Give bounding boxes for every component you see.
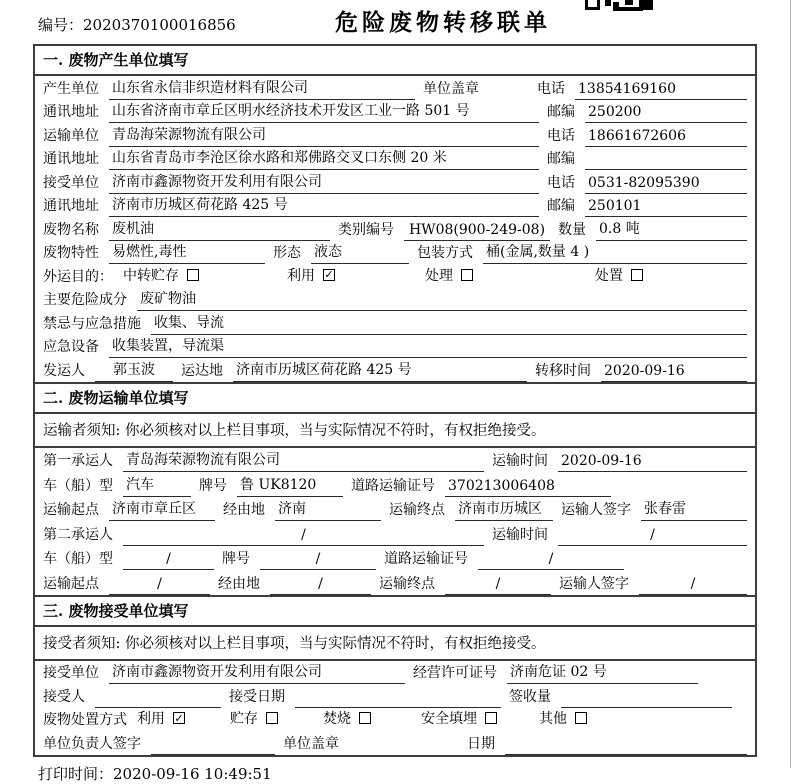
serial-label: 编号： <box>38 16 84 34</box>
field-value: 0531-82095390 <box>585 175 747 194</box>
field-label: 通讯地址 <box>43 198 99 214</box>
field-value: 济南市历城区 <box>455 498 553 521</box>
field-label: 第二承运人 <box>43 526 113 543</box>
field-label: 经由地 <box>223 502 265 518</box>
form-row <box>35 546 755 571</box>
spacer <box>185 730 230 731</box>
field-value: / <box>558 527 747 546</box>
page-right-edge <box>790 0 791 768</box>
field-label: 邮编 <box>547 198 575 214</box>
checkbox-unchecked-icon <box>461 269 473 281</box>
field-label: 外运目的： <box>43 268 113 285</box>
field-label: 车（船）型 <box>43 477 113 494</box>
qr-code-fragment <box>585 0 655 11</box>
transfer-manifest-form <box>33 44 757 757</box>
section-notice: 接受者须知: 你必须核对以上栏目事项，当与实际情况不符时，有权拒绝接受。 <box>35 627 755 661</box>
field-label: 第一承运人 <box>43 453 113 469</box>
static-text: 单位盖章 <box>283 735 339 752</box>
field-label: 禁忌与应急措施 <box>43 315 141 332</box>
form-row <box>35 497 755 522</box>
field-label: 邮编 <box>547 104 575 120</box>
qr-module <box>639 0 653 10</box>
field-label: 邮编 <box>547 151 575 167</box>
field-value: 济南市历城区荷花路 425 号 <box>109 194 539 217</box>
field-label: 运输人签字 <box>561 502 631 518</box>
form-row <box>35 448 755 473</box>
field-label: 电话 <box>547 174 575 191</box>
checkbox-unchecked-icon <box>187 269 199 281</box>
form-row <box>35 217 755 241</box>
qr-module <box>605 0 611 6</box>
field-label: 废物处置方式 <box>43 712 127 728</box>
field-value: 收集装置，导流渠 <box>109 335 747 358</box>
checkbox-label: 利用 <box>287 267 315 284</box>
checkbox-option <box>323 708 371 731</box>
field-value: 2020-09-16 <box>601 363 747 382</box>
field-value: / <box>478 551 624 570</box>
print-time-label: 打印时间： <box>38 764 114 783</box>
form-row <box>35 731 755 755</box>
checkbox-label: 贮存 <box>230 711 258 727</box>
field-value: 青岛海荣源物流有限公司 <box>109 124 539 147</box>
field-label: 接受日期 <box>229 688 285 705</box>
field-value <box>505 752 747 755</box>
field-value: 易燃性,毒性 <box>109 241 265 264</box>
field-label: 接受单位 <box>43 665 99 681</box>
field-label: 日期 <box>467 735 495 752</box>
field-value: 鲁 UK8120 <box>237 474 343 497</box>
field-value: 济南危证 02 号 <box>507 661 698 684</box>
spacer <box>278 730 323 731</box>
field-value: / <box>270 576 371 595</box>
form-row <box>35 170 755 194</box>
field-label: 电话 <box>547 127 575 144</box>
section-notice: 运输者须知: 你必须核对以上栏目事项，当与实际情况不符时，有权拒绝接受。 <box>35 414 755 448</box>
checkbox-label: 处理 <box>425 267 453 284</box>
field-value: 山东省永信非织造材料有限公司 <box>109 77 415 100</box>
spacer <box>371 730 421 731</box>
form-row <box>35 241 755 265</box>
field-label: 车（船）型 <box>43 551 113 567</box>
field-label: 运输终点 <box>379 575 435 592</box>
field-label: 经由地 <box>218 575 260 592</box>
form-row <box>35 358 755 382</box>
field-label: 包装方式 <box>417 245 473 261</box>
field-label: 签收量 <box>509 688 551 705</box>
field-value: 济南 <box>275 498 381 521</box>
field-label: 形态 <box>273 245 301 261</box>
field-label: 废物特性 <box>43 245 99 261</box>
form-row <box>35 570 755 595</box>
print-time-value: 2020-09-16 10:49:51 <box>113 764 272 783</box>
checkbox-checked-icon: ✓ <box>174 711 184 725</box>
field-label: 接受人 <box>43 688 85 705</box>
checkbox-option <box>230 708 278 731</box>
field-value: 山东省青岛市李沧区徐水路和郑佛路交叉口东侧 20 米 <box>109 147 539 170</box>
spacer <box>497 730 539 731</box>
checkbox-option <box>287 265 335 288</box>
field-value: 济南市章丘区 <box>109 498 215 521</box>
form-row <box>35 311 755 335</box>
field-label: 通讯地址 <box>43 104 99 120</box>
form-row <box>35 264 755 288</box>
field-value: 汽车 <box>123 474 191 497</box>
checkbox-unchecked-icon <box>631 269 643 281</box>
field-value: / <box>639 576 747 595</box>
checkbox-option <box>595 265 643 288</box>
form-row <box>35 684 755 708</box>
field-value: 废矿物油 <box>137 288 747 311</box>
section-title: 一. 废物产生单位填写 <box>35 46 755 76</box>
field-value: 2020-09-16 <box>558 453 747 472</box>
field-value: / <box>123 527 484 546</box>
section-title: 二. 废物运输单位填写 <box>35 384 755 414</box>
field-label: 道路运输证号 <box>384 551 468 567</box>
field-label: 发运人 <box>43 362 85 379</box>
serial-value: 2020370100016856 <box>83 16 236 34</box>
qr-module <box>625 0 633 5</box>
checkbox-unchecked-icon <box>575 712 587 724</box>
field-value: 山东省济南市章丘区明水经济技术开发区工业一路 501 号 <box>109 100 539 123</box>
field-value: 青岛海荣源物流有限公司 <box>123 449 484 472</box>
form-row <box>35 123 755 147</box>
field-label: 废物名称 <box>43 221 99 238</box>
checkbox-option <box>123 265 199 288</box>
form-section-1 <box>35 46 755 382</box>
checkbox-option <box>425 265 473 288</box>
field-value: HW08(900-249-08) <box>404 222 550 241</box>
form-row <box>35 661 755 685</box>
field-value: 济南市历城区荷花路 425 号 <box>233 359 527 382</box>
field-label: 运输终点 <box>389 502 445 518</box>
checkbox-checked-icon: ✓ <box>324 268 334 281</box>
field-value <box>585 167 747 170</box>
field-value: 0.8 吨 <box>596 218 747 241</box>
field-label: 运输时间 <box>492 453 548 469</box>
field-value: / <box>109 576 210 595</box>
document-header <box>0 0 796 44</box>
field-label: 道路运输证号 <box>351 477 435 494</box>
field-label: 应急设备 <box>43 339 99 355</box>
field-label: 类别编号 <box>338 221 394 238</box>
field-value: 桶(金属,数量 4 ) <box>483 241 747 264</box>
field-label: 单位负责人签字 <box>43 735 141 752</box>
field-label: 运输人签字 <box>559 575 629 592</box>
checkbox-label: 焚烧 <box>323 711 351 727</box>
checkbox-option <box>421 708 497 731</box>
field-value: 370213006408 <box>445 478 611 497</box>
field-label: 牌号 <box>222 551 250 567</box>
checkbox-label: 利用 <box>137 711 165 727</box>
field-value: 液态 <box>311 241 409 264</box>
checkbox-option <box>539 708 587 731</box>
field-value: 13854169160 <box>575 81 747 100</box>
section-title: 三. 废物接受单位填写 <box>35 597 755 627</box>
field-label: 运输时间 <box>492 526 548 543</box>
print-timestamp <box>38 763 796 784</box>
field-label: 运达地 <box>181 362 223 379</box>
checkbox-label: 中转贮存 <box>123 267 179 284</box>
checkbox-label: 其他 <box>539 711 567 727</box>
field-label: 主要危险成分 <box>43 292 127 308</box>
form-row <box>35 100 755 124</box>
form-row <box>35 147 755 171</box>
checkbox-unchecked-icon <box>266 712 278 724</box>
form-row <box>35 472 755 497</box>
field-value: 250200 <box>585 104 747 123</box>
field-value: 济南市鑫源物资开发利用有限公司 <box>109 171 539 194</box>
field-label: 数量 <box>558 221 586 238</box>
field-value: 废机油 <box>109 218 330 241</box>
field-value: 济南市鑫源物资开发利用有限公司 <box>109 661 405 684</box>
form-row <box>35 76 755 100</box>
field-label: 接受单位 <box>43 174 99 191</box>
form-row <box>35 288 755 312</box>
page-title: 危险废物转移联单 <box>335 9 551 36</box>
field-label: 产生单位 <box>43 80 99 97</box>
form-row <box>35 335 755 359</box>
field-label: 牌号 <box>199 477 227 494</box>
field-label: 转移时间 <box>535 362 591 379</box>
field-value: / <box>123 551 214 570</box>
checkbox-unchecked-icon <box>359 712 371 724</box>
qr-finder-pattern <box>585 0 600 10</box>
field-value: 郭玉波 <box>95 359 173 382</box>
static-text: 单位盖章 <box>423 80 479 97</box>
form-section-2 <box>35 382 755 595</box>
field-label: 运输起点 <box>43 502 99 518</box>
field-label: 运输单位 <box>43 127 99 144</box>
form-row <box>35 194 755 218</box>
field-value: 收集、导流 <box>151 312 747 335</box>
form-row <box>35 708 755 732</box>
checkbox-label: 处置 <box>595 267 623 284</box>
field-label: 通讯地址 <box>43 151 99 167</box>
field-label: 运输起点 <box>43 575 99 592</box>
field-value: / <box>445 576 551 595</box>
field-value <box>151 752 275 755</box>
field-label: 经营许可证号 <box>413 665 497 681</box>
field-label: 电话 <box>537 80 565 97</box>
checkbox-label: 安全填埋 <box>421 711 477 727</box>
checkbox-option <box>137 708 185 731</box>
field-value: 250101 <box>585 198 747 217</box>
form-section-3 <box>35 595 755 755</box>
spacer <box>339 754 467 755</box>
field-value: 张春雷 <box>641 498 747 521</box>
field-value: / <box>260 551 376 570</box>
field-value: 18661672606 <box>585 128 747 147</box>
form-row <box>35 521 755 546</box>
checkbox-unchecked-icon <box>485 712 497 724</box>
